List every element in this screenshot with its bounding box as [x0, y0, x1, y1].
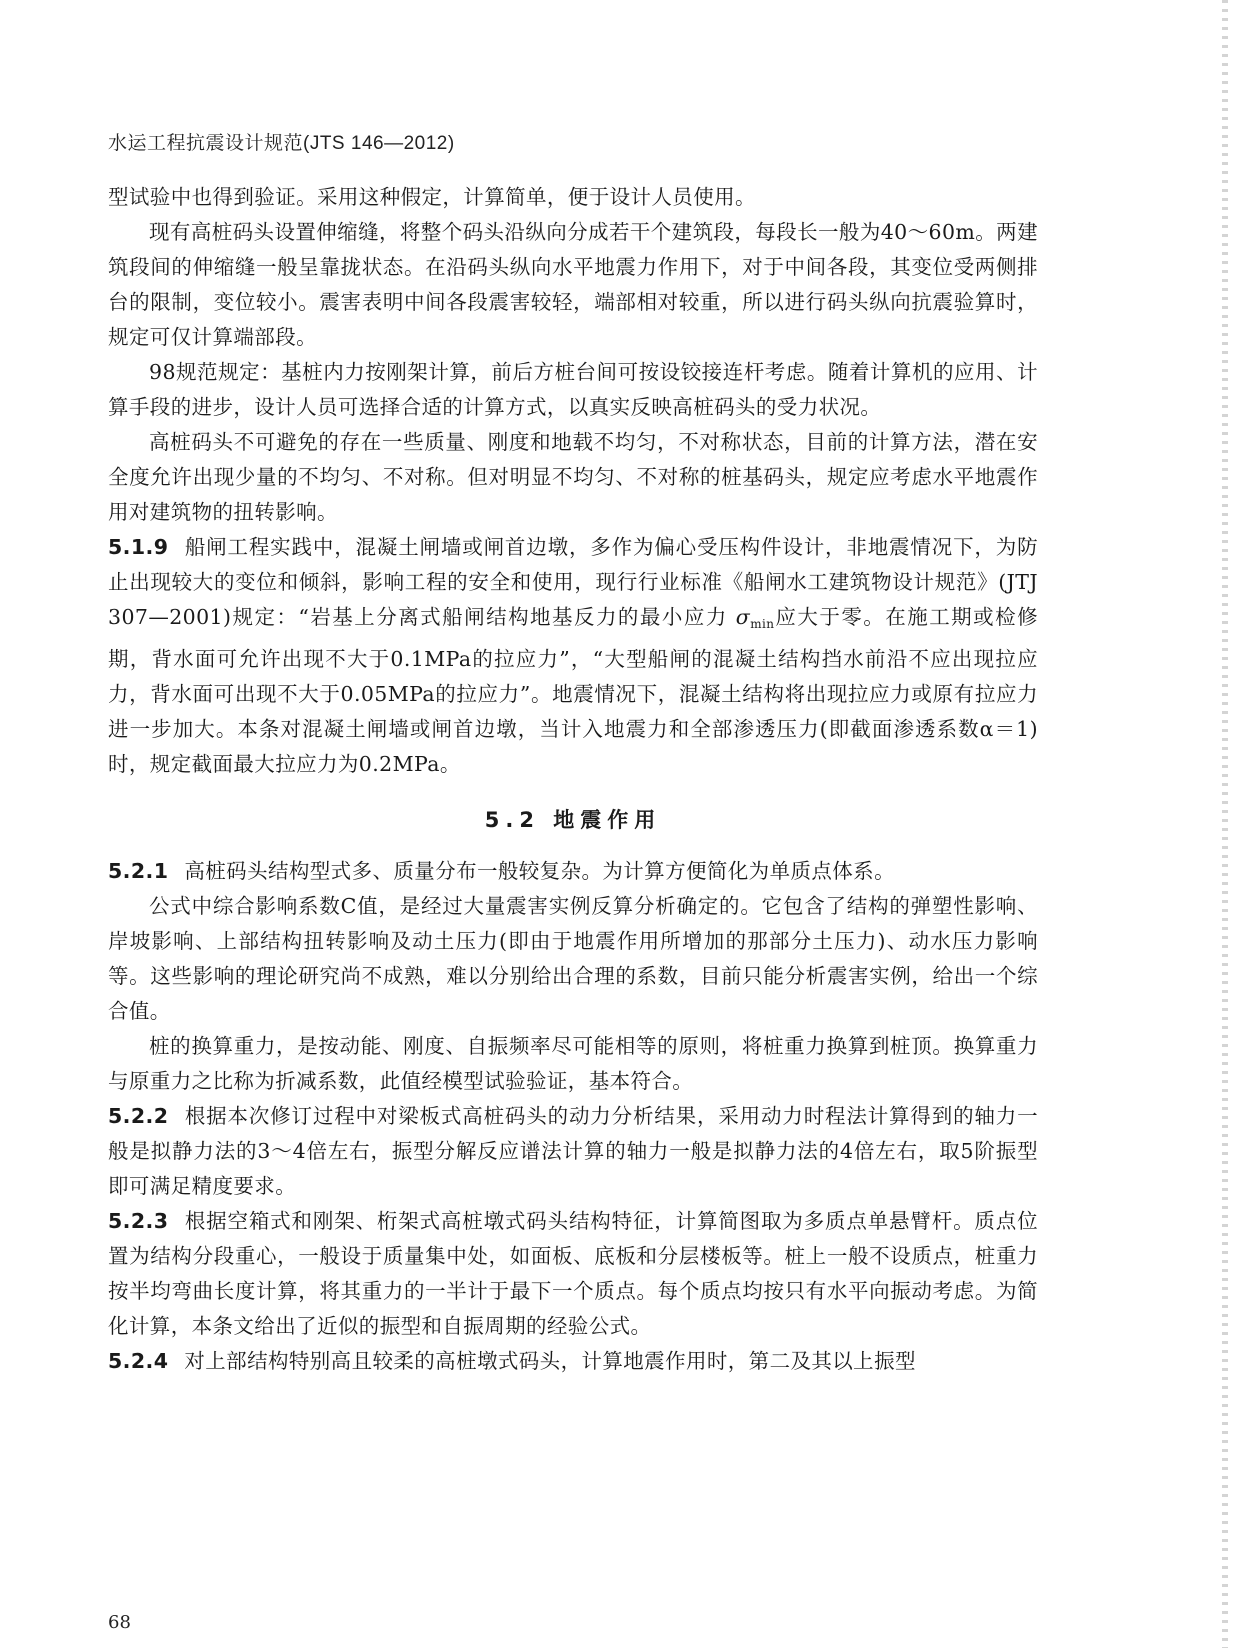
clause-text: 船闸工程实践中，混凝土闸墙或闸首边墩，多作为偏心受压构件设计，非地震情况下，为防止出现较大的变位和倾斜，影响工程的安全和使用，现行行业标准《船闸水工建筑物设计规范》(JTJ 307—2001)规定：“岩基上分离式船闸结构地基反力的最小应力	[108, 535, 1038, 629]
clause-5-2-2	[108, 1099, 1038, 1204]
paragraph: 公式中综合影响系数C值，是经过大量震害实例反算分析确定的。它包含了结构的弹塑性影响、岸坡影响、上部结构扭转影响及动土压力(即由于地震作用所增加的那部分土压力)、动水压力影响等。这些影响的理论研究尚不成熟，难以分别给出合理的系数，目前只能分析震害实例，给出一个综合值。	[108, 894, 1038, 1023]
clause-number: 5.1.9	[108, 535, 169, 559]
clause-text: 对上部结构特别高且较柔的高桩墩式码头，计算地震作用时，第二及其以上振型	[184, 1349, 916, 1373]
paragraph: 桩的换算重力，是按动能、刚度、自振频率尽可能相等的原则，将桩重力换算到桩顶。换算重力与原重力之比称为折减系数，此值经模型试验验证，基本符合。	[108, 1034, 1038, 1093]
page-body	[108, 180, 1038, 1379]
sigma-symbol: σ	[735, 605, 751, 629]
paragraph: 型试验中也得到验证。采用这种假定，计算简单，便于设计人员使用。	[108, 185, 756, 209]
section-title: 5.2 地震作用	[484, 808, 662, 832]
clause-text: 根据空箱式和刚架、桁架式高桩墩式码头结构特征，计算简图取为多质点单悬臂杆。质点位置为结构分段重心，一般设于质量集中处，如面板、底板和分层楼板等。桩上一般不设质点，桩重力按半均弯曲长度计算，将其重力的一半计于最下一个质点。每个质点均按只有水平向振动考虑。为简化计算，本条文给出了近似的振型和自振周期的经验公式。	[108, 1209, 1038, 1338]
sigma-subscript: min	[750, 617, 775, 631]
running-header: 水运工程抗震设计规范(JTS 146—2012)	[108, 133, 455, 154]
clause-number: 5.2.3	[108, 1209, 169, 1233]
clause-text: 高桩码头结构型式多、质量分布一般较复杂。为计算方便简化为单质点体系。	[184, 859, 895, 883]
paragraph: 高桩码头不可避免的存在一些质量、刚度和地载不均匀，不对称状态，目前的计算方法，潜在安全度允许出现少量的不均匀、不对称。但对明显不均匀、不对称的桩基码头，规定应考虑水平地震作用对建筑物的扭转影响。	[108, 430, 1038, 524]
clause-5-1-9	[108, 530, 1038, 782]
clause-number: 5.2.1	[108, 859, 169, 883]
clause-number: 5.2.4	[108, 1349, 169, 1373]
paragraph: 现有高桩码头设置伸缩缝，将整个码头沿纵向分成若干个建筑段，每段长一般为40～60m。两建筑段间的伸缩缝一般呈靠拢状态。在沿码头纵向水平地震力作用下，对于中间各段，其变位受两侧排台的限制，变位较小。震害表明中间各段震害较轻，端部相对较重，所以进行码头纵向抗震验算时，规定可仅计算端部段。	[108, 220, 1038, 349]
scan-edge-marks	[1222, 0, 1228, 1648]
clause-text-continued: 应大于零。在施工期或检修期，背水面可允许出现不大于0.1MPa的拉应力”，“大型船闸的混凝土结构挡水前沿不应出现拉应力，背水面可出现不大于0.05MPa的拉应力”。地震情况下，混凝土结构将出现拉应力或原有拉应力进一步加大。本条对混凝土闸墙或闸首边墩，当计入地震力和全部渗透压力(即截面渗透系数α＝1)时，规定截面最大拉应力为0.2MPa。	[108, 605, 1038, 776]
paragraph: 98规范规定：基桩内力按刚架计算，前后方桩台间可按设铰接连杆考虑。随着计算机的应用、计算手段的进步，设计人员可选择合适的计算方式，以真实反映高桩码头的受力状况。	[108, 360, 1038, 419]
clause-text: 根据本次修订过程中对梁板式高桩码头的动力分析结果，采用动力时程法计算得到的轴力一般是拟静力法的3～4倍左右，振型分解反应谱法计算的轴力一般是拟静力法的4倍左右，取5阶振型即可满足精度要求。	[108, 1104, 1038, 1198]
clause-5-2-1	[108, 854, 1038, 889]
page-number: 68	[108, 1612, 131, 1633]
clause-5-2-3	[108, 1204, 1038, 1344]
clause-5-2-4	[108, 1344, 1038, 1379]
clause-number: 5.2.2	[108, 1104, 169, 1128]
